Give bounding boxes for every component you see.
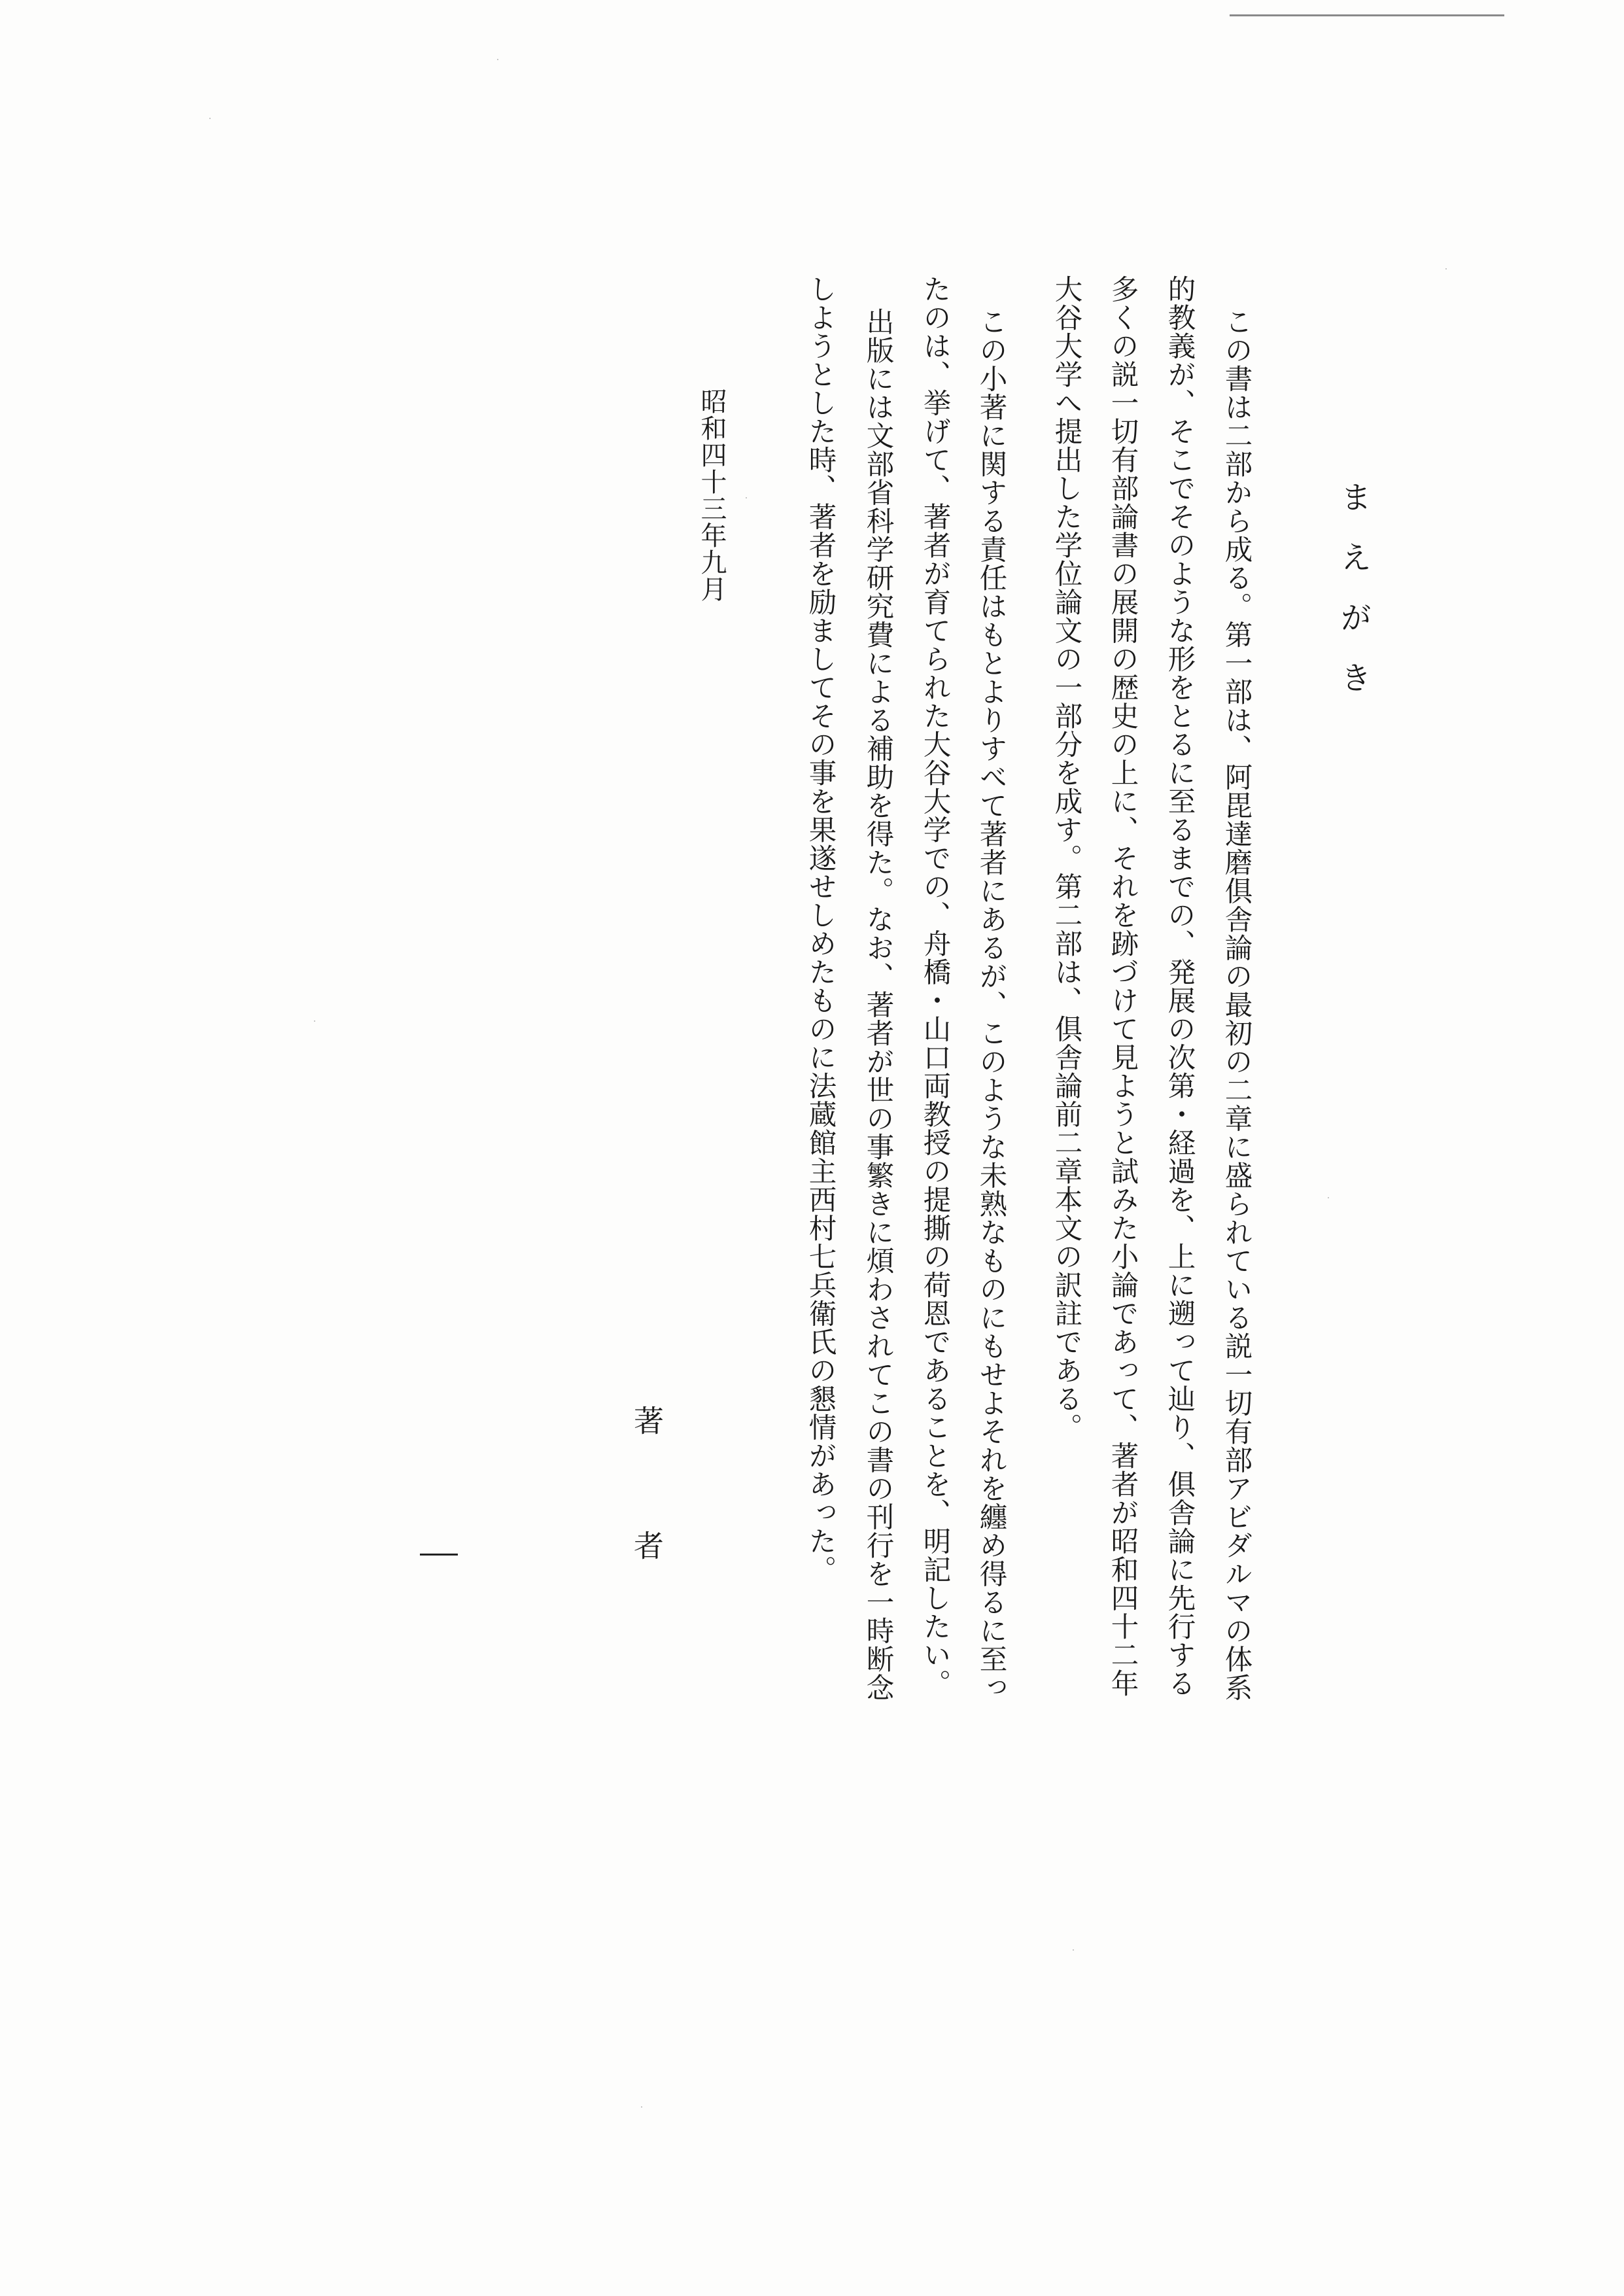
- paper-speck: [314, 1020, 315, 1022]
- paragraph-line-8: しようとした時、著者を励ましてその事を果遂せしめたものに法蔵館主西村七兵衛氏の懇情があった。: [804, 275, 837, 1584]
- paper-speck: [641, 2106, 642, 2108]
- paper-speck: [1073, 1949, 1074, 1951]
- page-number: [420, 1554, 458, 1556]
- paper-speck: [209, 118, 211, 119]
- page-title: まえがき: [1335, 481, 1372, 722]
- date-line: 昭和四十三年九月: [697, 388, 727, 602]
- paragraph-line-2: 的教義が、そこでそのような形をとるに至るまでの、発展の次第・経過を、上に遡って辿り、俱舎論に先行する: [1163, 275, 1196, 1697]
- paragraph-line-5: この小著に関する責任はもとよりすべて著者にあるが、このような未熟なものにもせよそれを纏め得るに至っ: [975, 307, 1007, 1702]
- author-signature: 著者: [629, 1405, 665, 1655]
- top-edge-rule: [1230, 14, 1504, 16]
- paper-speck: [1445, 268, 1447, 270]
- paragraph-line-3: 多くの説一切有部論書の展開の歴史の上に、それを跡づけて見ようと試みた小論であって、著者が昭和四十二年: [1106, 275, 1139, 1697]
- paragraph-line-1: この書は二部から成る。第一部は、阿毘達磨俱舎論の最初の二章に盛られている説一切有部アビダルマの体系: [1220, 307, 1253, 1702]
- paragraph-line-7: 出版には文部省科学研究費による補助を得た。なお、著者が世の事繁きに煩わされてこの書の刊行を一時断念: [861, 307, 894, 1702]
- paper-speck: [1328, 1197, 1329, 1198]
- paragraph-line-4: 大谷大学へ提出した学位論文の一部分を成す。第二部は、俱舎論前二章本文の訳註である。: [1050, 275, 1082, 1442]
- paper-speck: [497, 59, 498, 60]
- paragraph-line-6: たのは、挙げて、著者が育てられた大谷大学での、舟橋・山口両教授の提撕の荷恩であることを、明記したい。: [918, 275, 951, 1697]
- paper-speck: [746, 497, 747, 498]
